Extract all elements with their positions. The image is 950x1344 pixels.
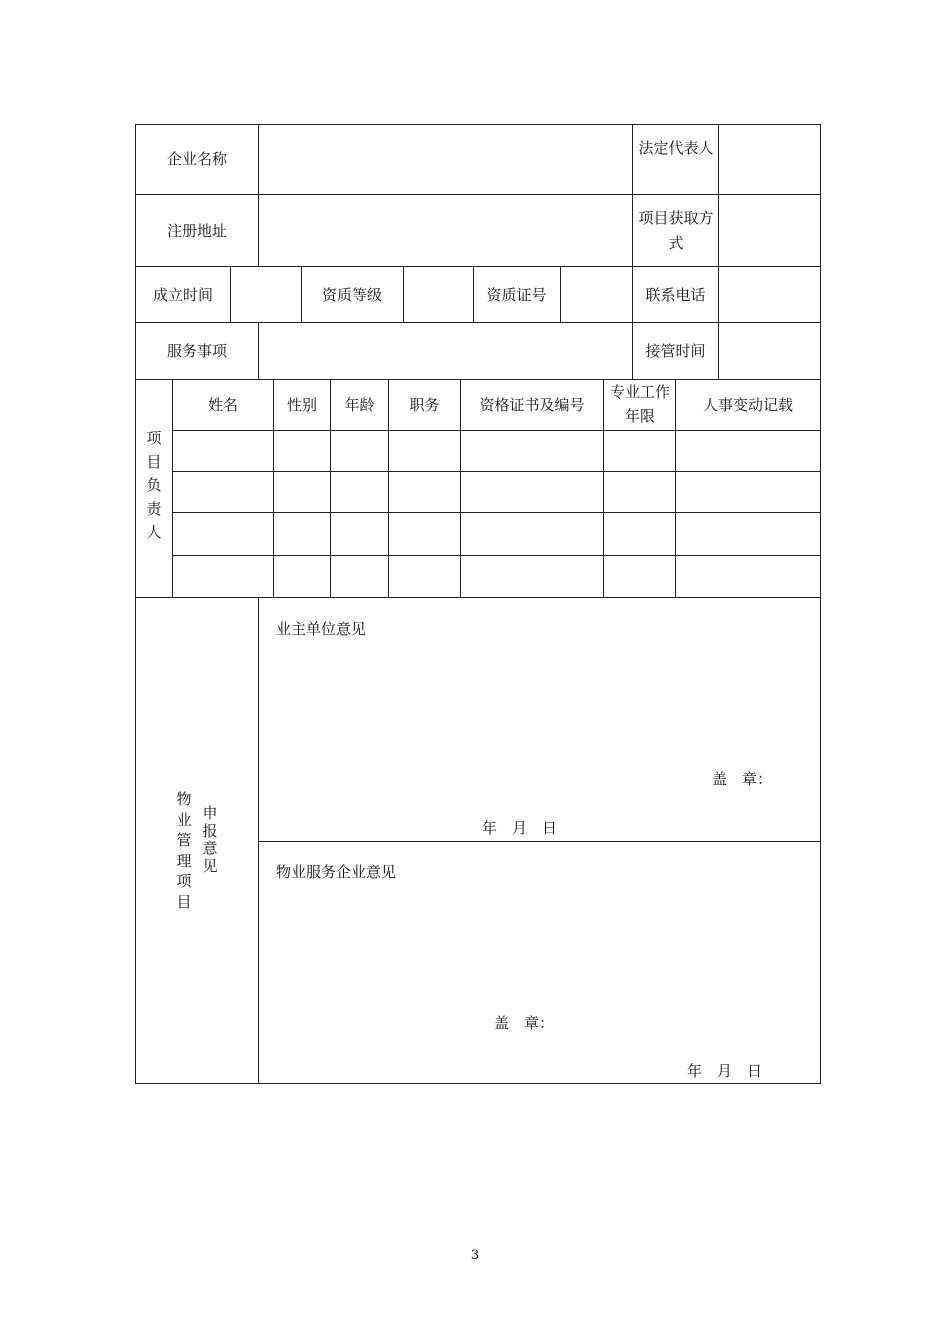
row-divider xyxy=(172,430,821,431)
row-divider xyxy=(172,555,821,556)
row-divider xyxy=(135,597,821,598)
col-header-certificate: 资格证书及编号 xyxy=(479,396,585,414)
label-qualification-level: 资质等级 xyxy=(321,286,382,304)
col-header-work-years: 专业工作年限 xyxy=(609,383,670,425)
row-divider xyxy=(258,841,821,842)
label-project-manager-vertical: 项目负责人 xyxy=(146,429,162,541)
label-service-items: 服务事项 xyxy=(166,342,227,360)
col-header-gender: 性别 xyxy=(286,396,317,414)
table-border-bottom xyxy=(135,1083,821,1084)
label-registered-address: 注册地址 xyxy=(166,222,227,240)
page-number: 3 xyxy=(470,1248,480,1263)
col-header-position: 职务 xyxy=(409,396,440,414)
col-divider xyxy=(258,124,259,267)
col-divider xyxy=(403,266,404,323)
owner-seal-line: 盖 章： xyxy=(712,770,773,788)
col-header-personnel-changes: 人事变动记载 xyxy=(702,396,793,414)
owner-date-line: 年 月 日 xyxy=(482,819,558,837)
row-divider xyxy=(172,512,821,513)
label-contact-phone: 联系电话 xyxy=(645,286,706,304)
col-header-name: 姓名 xyxy=(207,396,238,414)
col-header-age: 年龄 xyxy=(344,396,375,414)
label-qualification-cert-no: 资质证号 xyxy=(486,286,547,304)
label-legal-representative: 法定代表人 xyxy=(638,139,714,157)
label-owner-opinion: 业主单位意见 xyxy=(276,620,367,638)
company-seal-line: 盖 章： xyxy=(494,1014,555,1032)
label-company-name: 企业名称 xyxy=(166,150,227,168)
row-divider xyxy=(172,471,821,472)
table-border-left xyxy=(135,124,136,1084)
label-declaration-opinion-vertical: 申报意见 xyxy=(202,804,218,875)
label-project-acquisition-method: 项目获取方式 xyxy=(638,209,714,252)
label-company-opinion: 物业服务企业意见 xyxy=(276,863,397,881)
col-divider xyxy=(258,597,259,1084)
col-divider xyxy=(560,266,561,323)
company-date-line: 年 月 日 xyxy=(687,1062,763,1080)
label-property-project-vertical: 物业管理项目 xyxy=(176,790,192,911)
label-takeover-time: 接管时间 xyxy=(645,342,706,360)
label-established-time: 成立时间 xyxy=(152,286,213,304)
table-border-right xyxy=(820,124,821,1084)
